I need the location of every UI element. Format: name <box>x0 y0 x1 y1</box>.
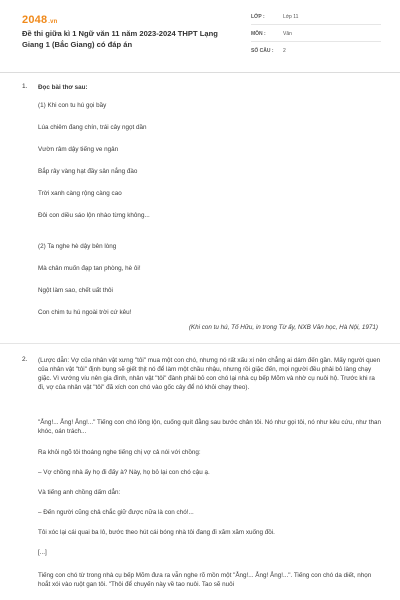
question-number: 2. <box>22 356 28 363</box>
logo-text: 2048 <box>22 14 48 26</box>
poem-line: Trời xanh càng rộng càng cao <box>38 190 122 197</box>
poem-line: Ngột làm sao, chết uất thôi <box>38 287 113 294</box>
meta-value: 2 <box>283 48 286 54</box>
site-logo[interactable] <box>22 14 58 26</box>
poem-line: Vườn râm dậy tiếng ve ngân <box>38 146 119 153</box>
meta-value: Lớp 11 <box>283 14 299 20</box>
meta-value: Văn <box>283 31 292 37</box>
passage-paragraph: [...] <box>38 549 47 556</box>
meta-row-subject <box>251 27 381 42</box>
poem-source: (Khi con tu hú, Tố Hữu, in trong Từ ấy, NXB Văn học, Hà Nội, 1971) <box>188 324 378 331</box>
header-separator <box>0 72 400 73</box>
divider <box>251 24 381 25</box>
poem-line: Con chim tu hú ngoài trời cứ kêu! <box>38 309 132 316</box>
passage-paragraph: Và tiếng anh chồng dấm dẳn: <box>38 489 121 496</box>
passage-paragraph: Tôi xóc lại cái quai ba lô, bước theo hút cái bóng nhà tôi đang đi xăm xăm xuống đồi. <box>38 529 275 536</box>
question-number: 1. <box>22 83 28 90</box>
page-header <box>0 0 400 64</box>
meta-row-class <box>251 10 381 25</box>
meta-label: LỚP : <box>251 14 265 20</box>
poem-line: Mà chân muốn đạp tan phòng, hè ôi! <box>38 265 141 272</box>
question-divider <box>0 343 400 344</box>
passage-paragraph: – Đến người cũng chả chắc giữ được nữa là con chó!... <box>38 509 194 516</box>
poem-line: (1) Khi con tu hú gọi bầy <box>38 102 107 109</box>
poem-line: Bắp rây vàng hạt đầy sân nắng đào <box>38 168 138 175</box>
passage-paragraph: – Vợ chồng nhà ấy họ đi đấy à? Này, họ bỏ lại con chó cậu ạ. <box>38 469 210 476</box>
divider <box>251 41 381 42</box>
meta-label: MÔN : <box>251 31 266 37</box>
passage-paragraph: Tiếng con chó từ trong nhà cụ bếp Mõm đưa ra vẫn nghe rõ mồn một "Ẳng!... Ẳng! Ẳng!...". Tiếng con chó da diết, nhọn hoắt xói vào ruột gan tôi. "Thôi để chuyến này về tao nuôi. Tao sẽ nuôi <box>38 572 372 588</box>
meta-row-count <box>251 44 381 59</box>
passage-paragraph: "Ẳng!... Ẳng! Ẳng!..." Tiếng con chó lồng lộn, cuống quít đằng sau bước chân tôi. Nó như gọi tôi, nó như kêu cứu, như than khóc, oán trách... <box>38 419 381 435</box>
passage-paragraph: Ra khỏi ngõ tôi thoáng nghe tiếng chị vợ cả nói với chồng: <box>38 449 201 456</box>
question-prompt: Đọc bài thơ sau: <box>38 84 88 91</box>
document-title: Đề thi giữa kì 1 Ngữ văn 11 năm 2023-2024 THPT Lạng Giang 1 (Bắc Giang) có đáp án <box>22 29 218 49</box>
poem-line: Đôi con diều sáo lộn nhào từng không... <box>38 212 150 219</box>
poem-line: (2) Ta nghe hè dậy bên lòng <box>38 243 117 250</box>
document-body <box>0 74 400 600</box>
logo-suffix: .vn <box>48 19 58 25</box>
poem-line: Lúa chiêm đang chín, trái cây ngọt dần <box>38 124 147 131</box>
meta-label: SỐ CÂU : <box>251 48 274 54</box>
passage-summary: (Lược dẫn: Vợ của nhân vật xưng "tôi" mua một con chó, nhưng nó rất xấu xí nên chẳng ai dám đến gần. Mấy người quen của nhân vật "tôi" định bụng sẽ giết thịt nó để làm một chầu nhậu, nhưng rồi giặc đến, mọi người đều phải bỏ làng chạy giặc. Vì vướng víu nên gia đình, nhân vật "tôi" đành phải bỏ con chó lại nhà cụ bếp Mõm và nhờ cụ nuôi hộ. Trước khi ra đi, vợ của nhân vật "tôi" đã xích con chó vào gốc cây để nó khỏi chạy theo). <box>38 357 381 391</box>
